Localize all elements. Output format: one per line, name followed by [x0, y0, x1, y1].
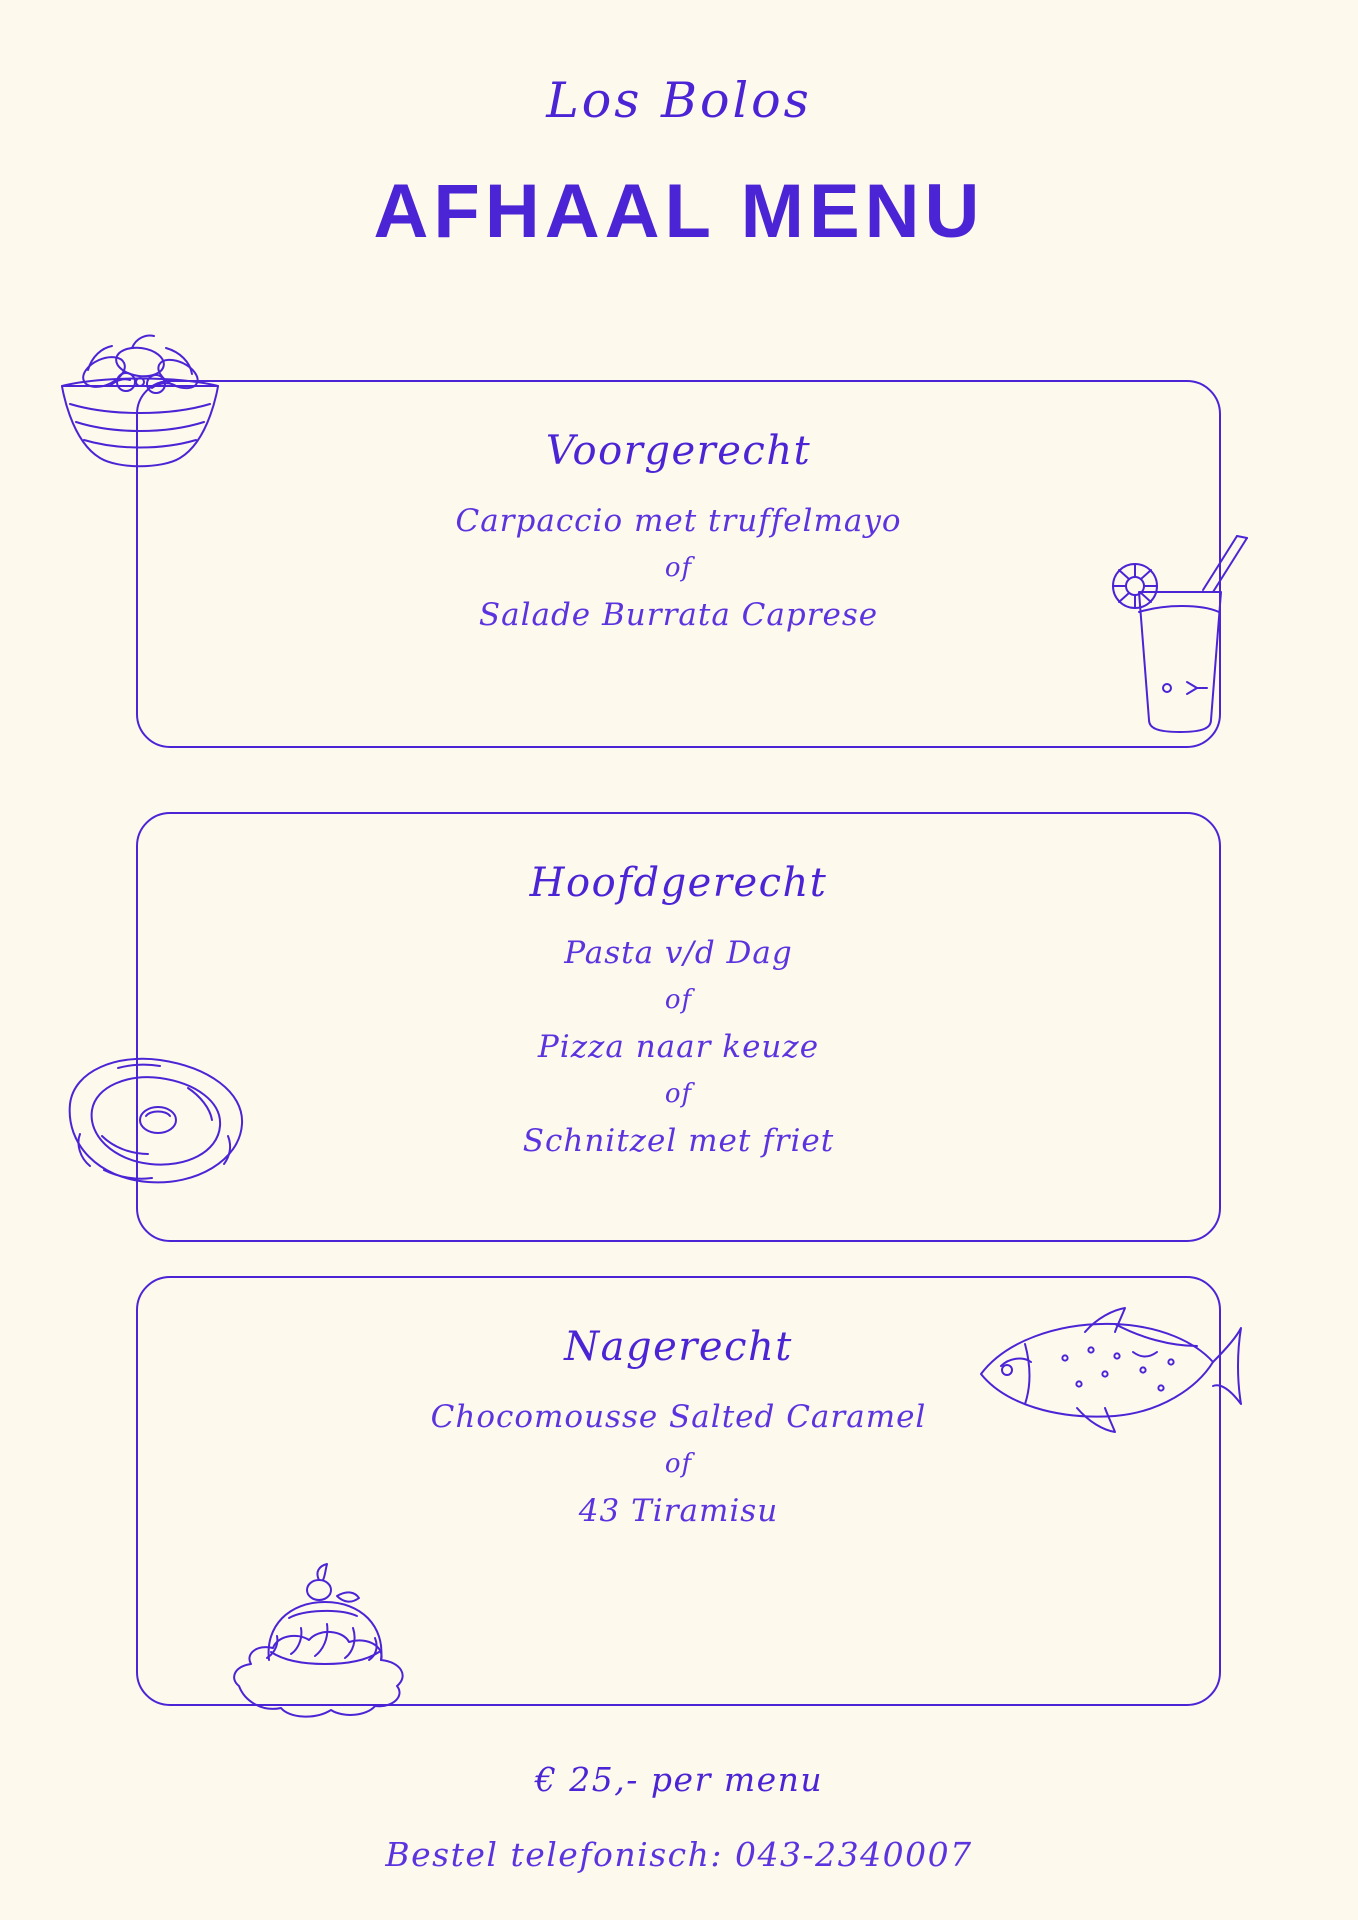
menu-item: Schnitzel met friet [522, 1123, 835, 1160]
section-title-nagerecht: Nagerecht [564, 1324, 793, 1370]
menu-conjunction: of [664, 553, 693, 584]
section-card-nagerecht [136, 1276, 1221, 1706]
menu-item: Carpaccio met truffelmayo [455, 503, 902, 539]
menu-item: Chocomousse Salted Caramel [430, 1399, 927, 1435]
page-title: AFHAAL MENU [373, 169, 985, 254]
section-items-voorgerecht [138, 496, 1219, 641]
section-title-voorgerecht: Voorgerecht [545, 428, 812, 474]
menu-item: Pasta v/d Dag [564, 935, 793, 971]
section-items-hoofdgerecht [138, 928, 1219, 1167]
section-card-voorgerecht [136, 380, 1221, 748]
menu-conjunction: of [664, 985, 693, 1016]
section-items-nagerecht [138, 1392, 1219, 1537]
menu-price: € 25,- per menu [534, 1760, 824, 1799]
brand-name: Los Bolos [546, 72, 812, 129]
menu-conjunction: of [664, 1449, 693, 1480]
menu-item: Pizza naar keuze [537, 1029, 820, 1066]
section-title-hoofdgerecht: Hoofdgerecht [529, 860, 828, 906]
menu-conjunction: of [664, 1079, 693, 1110]
order-phone: Bestel telefonisch: 043-2340007 [385, 1835, 973, 1874]
menu-item: 43 Tiramisu [578, 1493, 779, 1530]
section-card-hoofdgerecht [136, 812, 1221, 1242]
menu-item: Salade Burrata Caprese [478, 597, 879, 634]
